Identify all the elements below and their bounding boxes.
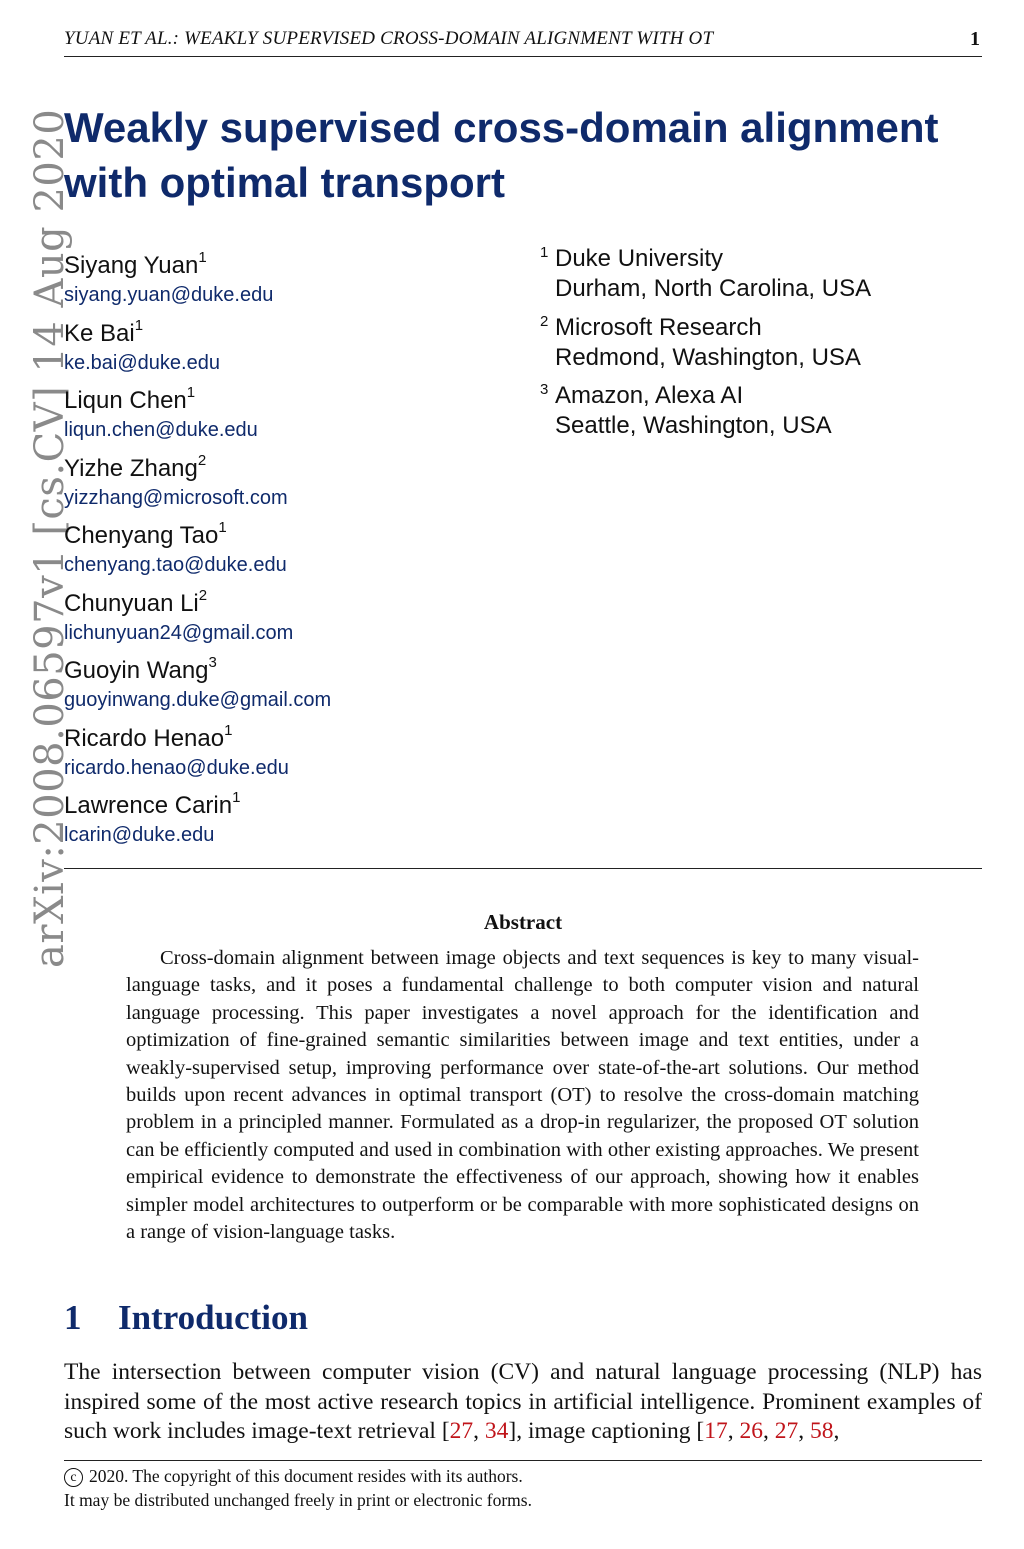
author-email-link[interactable]: siyang.yuan@duke.edu [64, 284, 274, 306]
page-number: 1 [970, 28, 980, 50]
author-email-link[interactable]: guoyinwang.duke@gmail.com [64, 689, 332, 711]
abstract-heading: Abstract [483, 910, 563, 934]
affiliation-marker: 1 [134, 316, 144, 334]
affiliation-marker: 1 [198, 249, 207, 266]
author-name: Liqun Chen$^1$ [64, 384, 196, 414]
copyright-icon: c [64, 1468, 83, 1487]
author-name: Siyang Yuan$^1$ [64, 249, 207, 279]
affiliation-institution: Microsoft Research [555, 313, 762, 341]
author-entry [64, 244, 484, 312]
citation-link[interactable]: 27 [449, 1418, 474, 1444]
affiliation-marker: 1 [224, 721, 233, 739]
author-name: Lawrence Carin$^1$ [64, 789, 241, 819]
affiliation-entry [540, 313, 980, 382]
citation-link[interactable]: 27 [774, 1418, 799, 1444]
affiliation-location: Redmond, Washington, USA [555, 343, 861, 371]
author-email-link[interactable]: ricardo.henao@duke.edu [64, 756, 289, 779]
affiliation-number: 1 [540, 244, 549, 261]
section-heading [64, 1298, 308, 1338]
citation-link[interactable]: 26 [739, 1418, 763, 1444]
author-list [64, 244, 484, 852]
affiliation-list [540, 244, 980, 450]
section-title: Introduction [118, 1298, 308, 1337]
author-entry [64, 717, 484, 785]
author-name: Chenyang Tao$^1$ [64, 519, 227, 549]
affiliation-number: 3 [540, 381, 549, 398]
author-entry [64, 514, 484, 582]
intro-paragraph: The intersection between computer vision (CV) and natural language processing (NLP) has inspired some of the most active research topics in artificial intelligence. Prominent examples of such work includes image-text retrieval [27, 34], image captioning [17, 26, 27, 58, [64, 1359, 982, 1444]
footnote-line-2: It may be distributed unchanged freely in print or electronic forms. [64, 1490, 532, 1510]
affiliation-marker: 1 [232, 789, 241, 806]
author-name: Yizhe Zhang$^2$ [64, 451, 207, 482]
author-entry [64, 379, 484, 447]
section-divider [64, 868, 982, 869]
author-entry [64, 649, 484, 717]
affiliation-institution: Amazon, Alexa AI [555, 382, 744, 409]
running-header [64, 26, 982, 57]
running-title: YUAN ET AL.: WEAKLY SUPERVISED CROSS-DOMAIN ALIGNMENT WITH OT [64, 28, 714, 49]
affiliation-location: Seattle, Washington, USA [555, 412, 832, 439]
author-email-link[interactable]: liqun.chen@duke.edu [64, 419, 258, 441]
footnote-divider [64, 1460, 982, 1461]
author-email-link[interactable]: lcarin@duke.edu [64, 824, 215, 846]
author-email-link[interactable]: lichunyuan24@gmail.com [64, 621, 294, 644]
affiliation-entry [540, 244, 980, 313]
citation-link[interactable]: 34 [484, 1418, 509, 1444]
affiliation-number: 2 [540, 312, 549, 330]
author-entry [64, 447, 484, 515]
author-name: Ricardo Henao$^1$ [64, 721, 233, 752]
author-name: Ke Bai$^1$ [64, 316, 144, 347]
author-entry [64, 312, 484, 380]
affiliation-institution: Duke University [555, 245, 724, 272]
author-name: Chunyuan Li$^2$ [64, 586, 208, 617]
author-name: Guoyin Wang$^3$ [64, 654, 217, 684]
arxiv-stamp: arXiv:2008.06597v1 [cs.CV] 14 Aug 2020 [27, 108, 73, 968]
affiliation-marker: 1 [218, 519, 227, 536]
affiliation-marker: 3 [208, 654, 217, 671]
citation-link[interactable]: 17 [704, 1418, 728, 1444]
footnote-line-1: 2020. The copyright of this document resides with its authors. [89, 1466, 523, 1486]
author-email-link[interactable]: yizzhang@microsoft.com [64, 486, 288, 509]
author-entry [64, 582, 484, 650]
copyright-footnote [64, 1464, 982, 1512]
author-entry [64, 784, 484, 852]
citation-link[interactable]: 58 [809, 1418, 834, 1444]
author-email-link[interactable]: ke.bai@duke.edu [64, 351, 220, 374]
section-number: 1 [64, 1298, 82, 1337]
paper-title: Weakly supervised cross-domain alignment with optimal transport [64, 104, 939, 206]
affiliation-marker: 1 [186, 384, 196, 401]
abstract-body: Cross-domain alignment between image objects and text sequences is key to many visual-language tasks, and it poses a fundamental challenge to both computer vision and natural language processing. This paper investigates a novel approach for the identification and optimization of fine-grained semantic similarities between image and text entities, under a weakly-supervised setup, improving performance over state-of-the-art solutions. Our method builds upon recent advances in optimal transport (OT) to resolve the cross-domain matching problem in a principled manner. Formulated as a drop-in regularizer, the proposed OT solution can be efficiently computed and used in combination with other existing approaches. We present empirical evidence to demonstrate the effectiveness of our approach, showing how it enables simpler model architectures to outperform or be comparable with more sophisticated designs on a range of vision-language tasks. [126, 947, 919, 1244]
affiliation-marker: 2 [198, 586, 208, 604]
affiliation-marker: 2 [197, 451, 207, 469]
affiliation-location: Durham, North Carolina, USA [555, 275, 872, 302]
affiliation-entry [540, 381, 980, 450]
author-email-link[interactable]: chenyang.tao@duke.edu [64, 554, 287, 576]
